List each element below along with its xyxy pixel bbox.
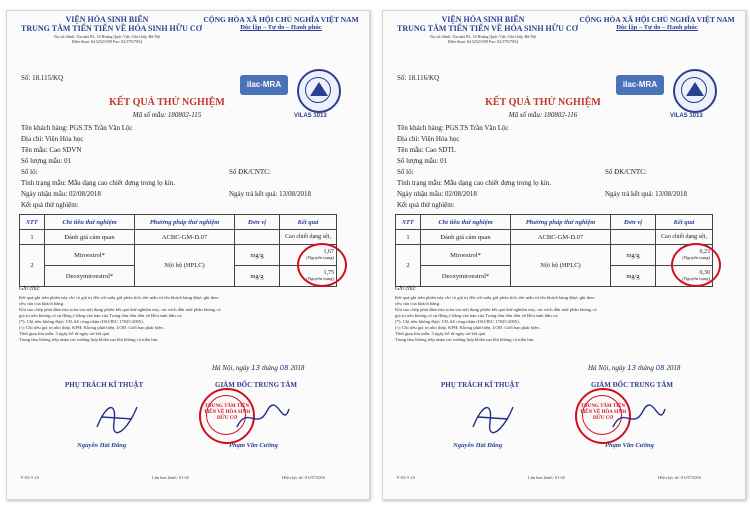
document-number: Số: 18.116/KQ xyxy=(397,74,440,82)
registration-number: Số ĐK/CNTC: xyxy=(229,168,271,176)
ilac-mra-logo: ilac-MRA xyxy=(616,75,664,95)
sample-code: Mã số mẫu: 180802-115 xyxy=(132,111,202,119)
col-method: Phương pháp thử nghiệm xyxy=(135,215,235,230)
note-line: (*): Chỉ tiêu không được VILAS công nhận (ISO/IEC 17025:2005). xyxy=(395,319,520,324)
col-criteria: Chỉ tiêu thử nghiệm xyxy=(421,215,511,230)
result-miroestrol: 0,23 xyxy=(699,249,710,255)
form-code: F-02-5.10 xyxy=(21,475,39,480)
note-line: Kết quả ghi trên phiếu này chỉ có giá trị đối với mẫu gửi phân tích, tên mẫu và tên khách hàng được ghi theo xyxy=(395,295,595,300)
national-motto: Độc lập – Tự do – Hạnh phúc xyxy=(616,24,698,31)
lot-number: Số lô: xyxy=(397,168,414,176)
lot-number: Số lô: xyxy=(21,168,38,176)
results-table xyxy=(395,214,713,287)
note-line: yêu cầu của khách hàng. xyxy=(395,301,441,306)
signature-right-icon xyxy=(233,401,293,437)
org-address: Trụ sở chính: Tòa nhà B1, 18 Hoàng Quốc Việt, Cầu Giấy, Hà Nội xyxy=(53,34,161,39)
national-motto: Độc lập – Tự do – Hạnh phúc xyxy=(240,24,322,31)
director-title: GIÁM ĐỐC TRUNG TÂM xyxy=(215,381,297,389)
table-row: 2 Miroestrol* Nội bộ (HPLC) mg/g 0,23 (Nguyên trạng) xyxy=(396,245,713,266)
table-row: Deoxymiroestrol* mg/g 0,30 (Nguyên trạng) xyxy=(396,266,713,287)
note-line: giá trị nếu không có sự đồng ý bằng văn bản của Trung tâm tiên tiến về Hóa sinh hữu cơ. xyxy=(395,313,559,318)
sample-quantity: Số lượng mẫu: 01 xyxy=(397,157,448,165)
technical-lead-title: PHỤ TRÁCH KĨ THUẬT xyxy=(441,381,520,389)
sample-code: Mã số mẫu: 180802-116 xyxy=(508,111,578,119)
table-header-row xyxy=(20,215,337,230)
signature-right-icon xyxy=(609,401,669,437)
col-criteria: Chỉ tiêu thử nghiệm xyxy=(45,215,135,230)
director-name: Phạm Văn Cường xyxy=(605,442,654,449)
org-address: Trụ sở chính: Tòa nhà B1, 18 Hoàng Quốc Việt, Cầu Giấy, Hà Nội xyxy=(429,34,537,39)
sample-name: Tên mẫu: Cao SDVN xyxy=(21,146,82,154)
col-stt: STT xyxy=(396,215,421,230)
effective-date: Hiệu lực từ: 01/07/2016 xyxy=(658,475,702,480)
table-row: 1 Đánh giá cảm quan ACBC-GM-D.07 Cao chiết dạng sệt, xyxy=(396,230,713,245)
results-label: Kết quả thử nghiệm: xyxy=(21,201,79,209)
col-stt: STT xyxy=(20,215,45,230)
accreditation-seal-icon xyxy=(297,69,341,113)
registration-number: Số ĐK/CNTC: xyxy=(605,168,647,176)
col-result: Kết quả xyxy=(656,215,713,230)
sample-name: Tên mẫu: Cao SDTL xyxy=(397,146,456,154)
notes-label: Ghi chú: xyxy=(395,286,417,292)
org-name: VIỆN HÓA SINH BIỂN xyxy=(441,15,525,24)
ilac-mra-logo: ilac-MRA xyxy=(240,75,288,95)
received-date: Ngày nhận mẫu: 02/08/2018 xyxy=(21,190,101,198)
official-stamp-icon: TRUNG TÂM TIÊN TIẾN VỀ HÓA SINH HỮU CƠ xyxy=(575,388,631,444)
note-line: giá trị nếu không có sự đồng ý bằng văn bản của Trung tâm tiên tiến về Hóa sinh hữu cơ. xyxy=(19,313,183,318)
results-table xyxy=(19,214,337,287)
result-deoxymiroestrol: 1,75 xyxy=(323,270,334,276)
test-report-sheet-2 xyxy=(382,10,746,500)
customer-name: Tên khách hàng: PGS.TS Trần Văn Lộc xyxy=(397,124,509,132)
document-number: Số: 18.115/KQ xyxy=(21,74,64,82)
received-date: Ngày nhận mẫu: 02/08/2018 xyxy=(397,190,477,198)
note-line: Khi sao chép phải đảm bảo toàn vẹn nội dung phiếu kết quả thử nghiệm này, các trích dẫn một phần không có xyxy=(395,307,597,312)
effective-date: Hiệu lực từ: 01/07/2016 xyxy=(282,475,326,480)
table-row: Deoxymiroestrol* mg/g 1,75 (Nguyên trạng) xyxy=(20,266,337,287)
director-name: Phạm Văn Cường xyxy=(229,442,278,449)
sample-quantity: Số lượng mẫu: 01 xyxy=(21,157,72,165)
org-phone: Điện thoại: 04.32521509 Fax: 04.37917054 xyxy=(448,39,518,44)
sample-state: Tình trạng mẫu: Mẫu dạng cao chiết đựng trong lọ kín. xyxy=(21,179,176,187)
org-phone: Điện thoại: 04.32521509 Fax: 04.37917054 xyxy=(72,39,142,44)
note-line: yêu cầu của khách hàng. xyxy=(19,301,65,306)
vilas-code: VILAS 1013 xyxy=(294,113,327,119)
test-report-sheet-1 xyxy=(6,10,370,500)
org-center-name: TRUNG TÂM TIẾN TIẾN VỀ HÓA SINH HỮU CƠ xyxy=(21,24,202,33)
accreditation-seal-icon xyxy=(673,69,717,113)
notes-label: Ghi chú: xyxy=(19,286,41,292)
result-deoxymiroestrol: 0,30 xyxy=(699,270,710,276)
national-header: CỘNG HÒA XÃ HỘI CHỦ NGHĨA VIỆT NAM xyxy=(203,15,359,24)
signature-left-icon xyxy=(468,397,518,437)
note-line: (-): Chỉ tiêu giá trị nhỏ thấp, KPH: Không phát hiện, LOD: Giới hạn phát hiện. xyxy=(19,325,164,330)
technical-lead-name: Nguyễn Hải Đăng xyxy=(77,442,127,449)
table-row: 1 Đánh giá cảm quan ACBC-GM-D.07 Cao chiết dạng sệt, xyxy=(20,230,337,245)
table-row: 2 Miroestrol* Nội bộ (HPLC) mg/g 1,67 (Nguyên trạng) xyxy=(20,245,337,266)
signature-left-icon xyxy=(92,397,142,437)
place-date: Hà Nội, ngày 13 tháng 08 2018 xyxy=(212,364,305,372)
table-header-row xyxy=(396,215,713,230)
note-line: Khi sao chép phải đảm bảo toàn vẹn nội dung phiếu kết quả thử nghiệm này, các trích dẫn một phần không có xyxy=(19,307,221,312)
sample-state: Tình trạng mẫu: Mẫu dạng cao chiết đựng trong lọ kín. xyxy=(397,179,552,187)
org-center-name: TRUNG TÂM TIẾN TIẾN VỀ HÓA SINH HỮU CƠ xyxy=(397,24,578,33)
results-label: Kết quả thử nghiệm: xyxy=(397,201,455,209)
highlight-circle xyxy=(297,243,347,287)
customer-name: Tên khách hàng: PGS.TS Trần Văn Lộc xyxy=(21,124,133,132)
col-result: Kết quả xyxy=(280,215,337,230)
place-date: Hà Nội, ngày 13 tháng 08 2018 xyxy=(588,364,681,372)
org-name: VIỆN HÓA SINH BIỂN xyxy=(65,15,149,24)
return-date: Ngày trả kết quả: 13/08/2018 xyxy=(605,190,688,198)
issue-number: Lần ban hành: 01.02 xyxy=(152,475,189,480)
col-unit: Đơn vị xyxy=(611,215,656,230)
col-unit: Đơn vị xyxy=(235,215,280,230)
customer-address: Địa chỉ: Viện Hóa học xyxy=(21,135,84,143)
note-line: Trung tâm không tiếp nhận các trường hợp khiếu nại khi không có mẫu lưu. xyxy=(19,337,159,342)
note-line: Thời gian lưu mẫu: 5 ngày kể từ ngày trả kết quả. xyxy=(395,331,487,336)
national-header: CỘNG HÒA XÃ HỘI CHỦ NGHĨA VIỆT NAM xyxy=(579,15,735,24)
note-line: (-): Chỉ tiêu giá trị nhỏ thấp, KPH: Không phát hiện, LOD: Giới hạn phát hiện. xyxy=(395,325,540,330)
vilas-code: VILAS 1013 xyxy=(670,113,703,119)
report-title: KẾT QUẢ THỬ NGHIỆM xyxy=(485,97,601,108)
note-line: Kết quả ghi trên phiếu này chỉ có giá trị đối với mẫu gửi phân tích, tên mẫu và tên khách hàng được ghi theo xyxy=(19,295,219,300)
issue-number: Lần ban hành: 01.02 xyxy=(528,475,565,480)
note-line: (*): Chỉ tiêu không được VILAS công nhận (ISO/IEC 17025:2005). xyxy=(19,319,144,324)
note-line: Trung tâm không tiếp nhận các trường hợp khiếu nại khi không có mẫu lưu. xyxy=(395,337,535,342)
official-stamp-icon: TRUNG TÂM TIÊN TIẾN VỀ HÓA SINH HỮU CƠ xyxy=(199,388,255,444)
return-date: Ngày trả kết quả: 13/08/2018 xyxy=(229,190,312,198)
highlight-circle xyxy=(671,243,721,287)
col-method: Phương pháp thử nghiệm xyxy=(511,215,611,230)
director-title: GIÁM ĐỐC TRUNG TÂM xyxy=(591,381,673,389)
technical-lead-name: Nguyễn Hải Đăng xyxy=(453,442,503,449)
technical-lead-title: PHỤ TRÁCH KĨ THUẬT xyxy=(65,381,144,389)
result-miroestrol: 1,67 xyxy=(323,249,334,255)
form-code: F-02-5.10 xyxy=(397,475,415,480)
customer-address: Địa chỉ: Viện Hóa học xyxy=(397,135,460,143)
report-title: KẾT QUẢ THỬ NGHIỆM xyxy=(109,97,225,108)
note-line: Thời gian lưu mẫu: 5 ngày kể từ ngày trả kết quả. xyxy=(19,331,111,336)
